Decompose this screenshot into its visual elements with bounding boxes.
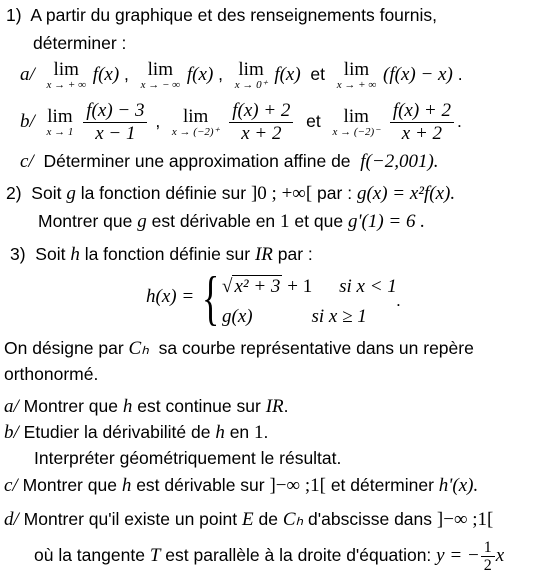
q3-soit: Soit	[35, 244, 66, 264]
part-c-text: Montrer que	[22, 475, 117, 495]
part-b-one: 1	[254, 422, 264, 443]
limit-b1: lim x → 1	[46, 105, 74, 138]
part-b-h: h	[215, 422, 225, 443]
part-a-ir: IR	[265, 396, 284, 417]
q1-intro-line2	[33, 32, 126, 54]
part-d-text2: d'abscisse dans	[308, 509, 433, 529]
et-2: et	[306, 111, 321, 131]
part-a-h: h	[122, 396, 133, 417]
hx-label: h(x) =	[146, 286, 195, 307]
q3-ir: IR	[254, 244, 273, 265]
part-c-hprime: h'(x).	[438, 475, 479, 496]
q1-b-label: b/	[20, 111, 35, 132]
part-a: a/ Montrer que h est continue sur IR.	[4, 396, 289, 417]
q2-par: par :	[317, 183, 353, 203]
part-c-label: c/	[4, 475, 18, 496]
q2-soit: Soit	[31, 183, 62, 203]
q1-a-line: a/ lim x → + ∞ f(x) , lim x → − ∞ f(x) , lim x → 0⁺ f(x) et lim x → + ∞ (f(x) − x) .	[20, 58, 463, 91]
part-d-label: d/	[4, 509, 19, 530]
q2-line1	[6, 182, 455, 205]
part-d	[4, 508, 493, 531]
part-b: b/ Etudier la dérivabilité de h en 1.	[4, 422, 269, 443]
part-a-label: a/	[4, 396, 19, 417]
eq-y: y = −	[436, 545, 480, 566]
desc-text2: sa courbe représentative dans un repère	[158, 338, 474, 358]
q1-c-text: Déterminer une approximation affine de	[43, 151, 351, 171]
left-brace: {	[202, 265, 220, 331]
q1-intro-line1	[6, 4, 437, 26]
case-2	[222, 306, 367, 328]
part-c-text2: est dérivable sur	[136, 475, 265, 495]
part-b-line2	[34, 447, 341, 469]
q2-number: 2)	[6, 183, 22, 203]
plus-one: + 1	[287, 276, 313, 297]
q1-intro-text2: déterminer :	[33, 33, 127, 53]
limit-3: lim x → 0⁺	[234, 58, 268, 91]
fx-minus-x: (f(x) − x)	[383, 64, 453, 85]
q2-g2: g	[137, 211, 147, 232]
case-1-cond: si x < 1	[339, 276, 397, 297]
q2-line2	[38, 210, 425, 233]
fx-3: f(x)	[274, 64, 301, 85]
q1-intro-text: A partir du graphique et des renseignements fournis,	[30, 5, 437, 25]
q3-par: par :	[277, 244, 313, 264]
part-d-text3: est parallèle à la droite d'équation:	[165, 545, 432, 565]
q2-derivable: est dérivable en	[151, 211, 276, 231]
case-2-expr: g(x)	[222, 306, 253, 327]
limit-2: lim x → − ∞	[140, 58, 181, 91]
case-2-cond: si x ≥ 1	[311, 306, 367, 327]
part-d-text: Montrer qu'il existe un point	[23, 509, 238, 529]
ch-symbol: Cₕ	[128, 338, 149, 359]
part-a-text: Montrer que	[23, 396, 119, 416]
part-b-label: b/	[4, 422, 19, 443]
q2-gprime: g'(1) = 6 .	[347, 211, 425, 232]
fx-2: f(x)	[186, 64, 214, 85]
desc-orthonorme: orthonormé.	[4, 364, 99, 384]
q2-definition: g(x) = x²f(x).	[356, 183, 456, 204]
q3-number: 3)	[10, 244, 26, 264]
part-c-h: h	[121, 475, 132, 496]
part-d-line2	[34, 538, 504, 572]
q1-c-label: c/	[20, 151, 34, 172]
part-b-interpret: Interpréter géométriquement le résultat.	[34, 448, 342, 468]
limit-1: lim x → + ∞	[46, 58, 86, 91]
part-b-text: Etudier la dérivabilité de	[23, 422, 211, 442]
part-c-interval: ]−∞ ;1[	[269, 475, 326, 496]
q1-c-math: f(−2,001).	[360, 151, 439, 172]
q1-number: 1)	[6, 5, 22, 25]
eq-fraction: $\frac{1}{2}$	[481, 539, 495, 574]
part-d-interval: ]−∞ ;1[	[436, 509, 494, 530]
part-b-en: en	[229, 422, 250, 442]
limit-4: lim x → + ∞	[336, 58, 377, 91]
part-a-text2: est continue sur	[137, 396, 261, 416]
limit-b2: lim x → (−2)⁺	[171, 105, 220, 138]
case-1: √ x² + 3 + 1 si x < 1	[222, 276, 397, 297]
q1-a-label: a/	[20, 64, 35, 85]
eq-x: x	[495, 545, 505, 566]
piecewise-dot: .	[396, 290, 401, 310]
q3-line1	[10, 243, 313, 266]
q1-c-line	[20, 150, 439, 173]
q2-interval: ]0 ; +∞[	[250, 183, 313, 204]
q2-text: la fonction définie sur	[80, 183, 247, 203]
fx-1: f(x)	[92, 64, 120, 85]
q2-et-que: et que	[294, 211, 344, 231]
part-c	[4, 474, 478, 497]
q1-b-line: b/ lim x → 1 $\frac{f(x) - 3}{x - 1}$ , lim x → (−2)⁺ $\frac{f(x) + 2}{x + 2}$ et lim x → (−2)⁻ $\frac{f(x) + 2}{x + 2}$ .	[20, 99, 462, 144]
fraction-1: $\frac{f(x) - 3}{x - 1}$	[83, 100, 147, 145]
q3-h: h	[70, 244, 80, 265]
desc-line2	[4, 363, 98, 385]
et-1: et	[310, 64, 326, 84]
part-d-ch: Cₕ	[282, 509, 304, 530]
limit-b3: lim x → (−2)⁻	[332, 105, 380, 138]
part-d-tangente: où la tangente	[34, 545, 145, 565]
fraction-3: $\frac{f(x) + 2}{x + 2}$	[390, 100, 454, 145]
q3-text: la fonction définie sur	[84, 244, 251, 264]
part-d-t: T	[149, 545, 161, 566]
q2-montrer: Montrer que	[38, 211, 133, 231]
part-d-e: E	[241, 509, 254, 530]
sqrt-content: x² + 3	[234, 276, 281, 297]
q2-one: 1	[280, 211, 290, 232]
part-c-text3: et déterminer	[330, 475, 434, 495]
q2-g: g	[66, 183, 76, 204]
desc-line1	[4, 337, 474, 360]
part-d-de: de	[258, 509, 278, 529]
fraction-2: $\frac{f(x) + 2}{x + 2}$	[229, 100, 293, 145]
desc-text1: On désigne par	[4, 338, 124, 358]
